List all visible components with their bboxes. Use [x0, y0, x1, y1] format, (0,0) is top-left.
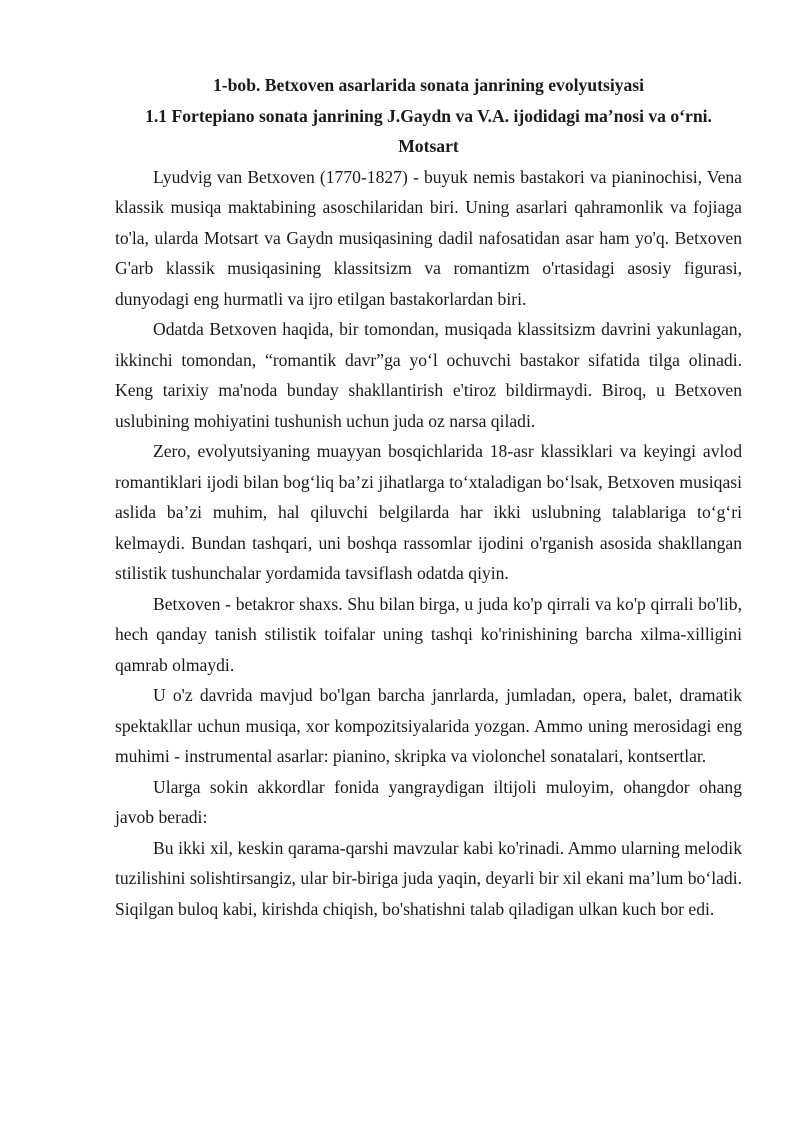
paragraph-5: U o'z davrida mavjud bo'lgan barcha janrlarda, jumladan, opera, balet, dramatik spektakllar uchun musiqa, xor kompozitsiyalarida yozgan. Ammo uning merosidagi eng muhimi - instrumental asarlar: pianino, skripka va violonchel sonatalari, kontsertlar.: [115, 685, 742, 766]
chapter-title: 1-bob. Betxoven asarlarida sonata janrining evolyutsiyasi: [212, 75, 645, 95]
paragraph-7: Bu ikki xil, keskin qarama-qarshi mavzular kabi ko'rinadi. Ammo ularning melodik tuzilishini solishtirsangiz, ular bir-biriga juda yaqin, deyarli bir xil ekani ma’lum bo‘ladi. Siqilgan buloq kabi, kirishda chiqish, bo'shatishni talab qiladigan ulkan kuch bor edi.: [115, 837, 742, 919]
paragraph-2: Odatda Betxoven haqida, bir tomondan, musiqada klassitsizm davrini yakunlagan, ikkinchi tomondan, “romantik davr”ga yo‘l ochuvchi bastakor sifatida tilga olinadi. Keng tarixiy ma'noda bunday shakllantirish e'tiroz bildirmaydi. Biroq, u Betxoven uslubining mohiyatini tushunish uchun juda oz narsa qiladi.: [115, 319, 742, 431]
paragraph-1: Lyudvig van Betxoven (1770-1827) - buyuk nemis bastakori va pianinochisi, Vena klassik musiqa maktabining asoschilaridan biri. Uning asarlari qahramonlik va fojiaga to'la, ularda Motsart va Gaydn musiqasining dadil nafosatidan asar ham yo'q. Betxoven G'arb klassik musiqasining klassitsizm va romantizm o'rtasidagi asosiy figurasi, dunyodagi eng hurmatli va ijro etilgan bastakorlardan biri.: [115, 166, 742, 309]
section-title: 1.1 Fortepiano sonata janrining J.Gaydn va V.A. ijodidagi ma’nosi va o‘rni. Motsart: [145, 105, 712, 156]
paragraph-4: Betxoven - betakror shaxs. Shu bilan birga, u juda ko'p qirrali va ko'p qirrali bo'lib, hech qanday tanish stilistik toifalar uning tashqi ko'rinishining barcha xilma-xilligini qamrab olmaydi.: [115, 593, 742, 675]
paragraph-3: Zero, evolyutsiyaning muayyan bosqichlarida 18-asr klassiklari va keyingi avlod romantiklari ijodi bilan bog‘liq ba’zi jihatlarga to‘xtaladigan bo‘lsak, Betxoven musiqasi aslida ba’zi muhim, hal qiluvchi belgilarda har ikki uslubning talablariga to‘g‘ri kelmaydi. Bundan tashqari, uni boshqa rassomlar ijodini o'rganish asosida shakllangan stilistik tushunchalar yordamida tavsiflash odatda qiyin.: [115, 441, 742, 583]
paragraph-6: Ularga sokin akkordlar fonida yangraydigan iltijoli muloyim, ohangdor ohang javob beradi:: [115, 776, 742, 827]
document-page: [115, 70, 742, 924]
